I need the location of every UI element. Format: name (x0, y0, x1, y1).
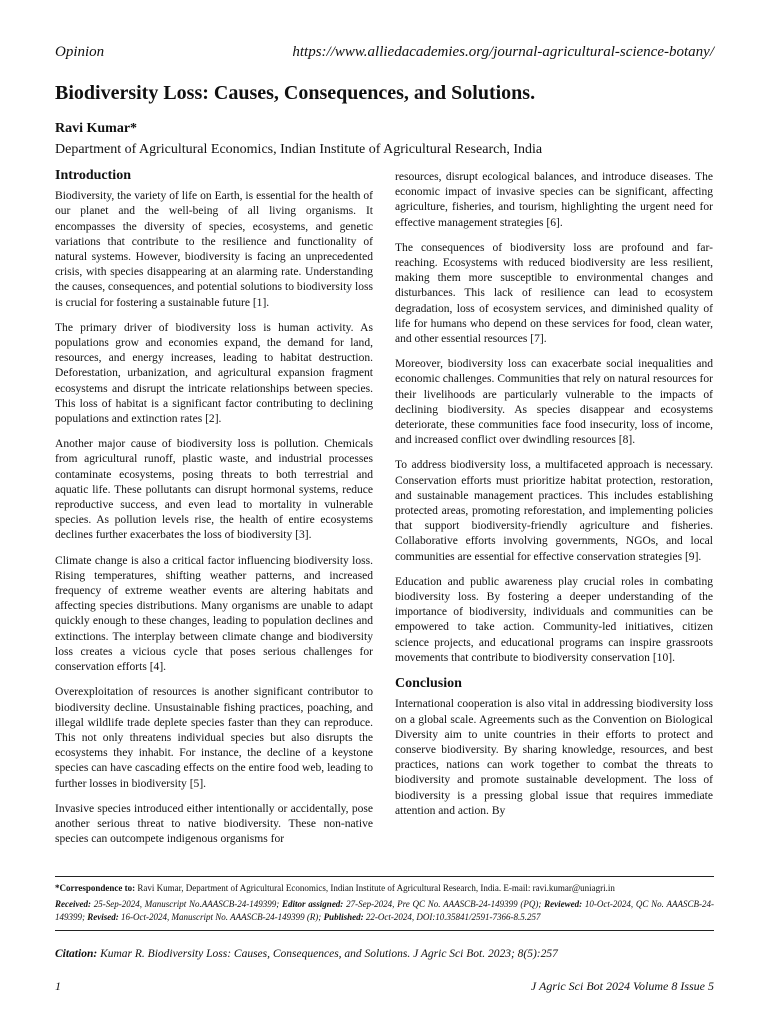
body-paragraph: Another major cause of biodiversity loss is pollution. Chemicals from agricultural runoff, plastic waste, and industrial processes contaminate ecosystems, posing threats to both terrestrial and aquatic life. These pollutants can disrupt hormonal systems, reduce reproductive success, and even lead to mortality in vulnerable species. As pollution levels rise, the health of entire ecosystems declines further exacerbates the loss of biodiversity [3]. (55, 438, 373, 542)
author-name: Ravi Kumar* (55, 121, 138, 136)
body-paragraph: Climate change is also a critical factor influencing biodiversity loss. Rising temperatures, shifting weather patterns, and increased frequency of extreme weather events are altering habitats and affecting species distributions. Many organisms are unable to adapt quickly enough to these changes, leading to population declines and extinctions. The interplay between climate change and biodiversity loss creates a vicious cycle that poses serious challenges for conservation efforts [4]. (55, 554, 373, 674)
editor-text: 27-Sep-2024, Pre QC No. AAASCB-24-149399 (PQ); (346, 899, 542, 909)
citation-divider (55, 930, 714, 931)
manuscript-history (55, 898, 714, 923)
body-paragraph: resources, disrupt ecological balances, and introduce diseases. The economic impact of invasive species can be significant, affecting agriculture, fisheries, and tourism, highlighting the urgent need for effective management strategies [6]. (395, 171, 713, 229)
published-text: 22-Oct-2024, DOI:10.35841/2591-7366-8.5.257 (365, 911, 541, 922)
received-label: Received: (55, 899, 91, 909)
body-paragraph: Biodiversity, the variety of life on Earth, is essential for the health of our planet and the well-being of all living organisms. It encompasses the diversity of species, ecosystems, and genetic variations that contribute to the resilience and functionality of natural systems. However, biodiversity is facing an unprecedented crisis, with species disappearing at an alarming rate. Understanding the causes, consequences, and potential solutions to biodiversity loss is crucial for fostering a sustainable future [1]. (55, 190, 373, 309)
citation-label: Citation: (55, 948, 98, 960)
body-paragraph: To address biodiversity loss, a multifaceted approach is necessary. Conservation efforts must prioritize habitat protection, restoration, and sustainable management practices. This includes establishing protected areas, promoting reforestation, and implementing policies that support biodiversity-friendly agriculture and fisheries. Collaborative efforts involving governments, NGOs, and local communities are essential for effective conservation strategies [9]. (395, 459, 713, 563)
body-paragraph: Moreover, biodiversity loss can exacerbate social inequalities and economic challenges. Communities that rely on natural resources for their livelihoods are particularly vulnerable to the impacts of declining biodiversity. As species disappear and ecosystems deteriorate, these communities face food insecurity, loss of income, and increased conflict over dwindling resources [8]. (395, 358, 713, 447)
conclusion-heading: Conclusion (395, 676, 462, 692)
editor-label: Editor assigned: (282, 899, 344, 909)
journal-url-link[interactable]: https://www.alliedacademies.org/journal-agricultural-science-botany/ (292, 44, 714, 60)
correspondence-label: *Correspondence to: (55, 883, 136, 893)
body-paragraph: The primary driver of biodiversity loss is human activity. As populations grow and economies expand, the demand for land, resources, and energy increases, leading to habitat destruction. Deforestation, urbanization, and agricultural expansion fragment ecosystems and disrupt the intricate relationships between species. This loss of habitat is a significant factor contributing to declining populations and extinction rates [2]. (55, 321, 373, 426)
left-column (55, 168, 373, 857)
right-column (395, 170, 713, 829)
revised-text: 16-Oct-2024, Manuscript No. AAASCB-24-149399 (R); (121, 911, 322, 922)
conclusion-paragraph: International cooperation is also vital in addressing biodiversity loss on a global scale. Agreements such as the Convention on Biological Diversity aim to unite countries in their efforts to protect and conserve biodiversity. By sharing knowledge, resources, and best practices, nations can work together to combat the threats to biodiversity and promote sustainable development. The loss of biodiversity is a pressing global issue that requires immediate attention and action. By (395, 698, 713, 817)
page-number: 1 (55, 979, 61, 993)
body-paragraph: Education and public awareness play crucial roles in combating biodiversity loss. By fostering a deeper understanding of the importance of biodiversity, individuals and communities can be empowered to take action. Community-led initiatives, citizen science projects, and educational programs can inspire grassroots movements that contribute to biodiversity conservation [10]. (395, 575, 713, 664)
body-paragraph: Invasive species introduced either intentionally or accidentally, pose another serious threat to native biodiversity. These non-native species can outcompete indigenous organisms for (55, 802, 373, 846)
correspondence-note (55, 882, 714, 895)
citation-text: Kumar R. Biodiversity Loss: Causes, Consequences, and Solutions. J Agric Sci Bot. 2023; 8(5):257 (100, 948, 558, 960)
revised-label: Revised: (87, 911, 119, 922)
published-label: Published: (323, 911, 364, 922)
introduction-heading: Introduction (55, 168, 131, 183)
footnote-divider (55, 876, 714, 877)
received-text: 25-Sep-2024, Manuscript No.AAASCB-24-149399; (93, 899, 280, 909)
reviewed-label: Reviewed: (544, 899, 583, 909)
journal-issue: J Agric Sci Bot 2024 Volume 8 Issue 5 (530, 979, 714, 993)
author-affiliation: Department of Agricultural Economics, Indian Institute of Agricultural Research, India (55, 142, 543, 157)
body-paragraph: Overexploitation of resources is another significant contributor to biodiversity decline. Unsustainable fishing practices, poaching, and illegal wildlife trade deplete species faster than they can reproduce. This not only threatens individual species but also disrupts the ecosystems they inhabit. For instance, the decline of a keystone species can have cascading effects on the entire food web, leading to further losses in biodiversity [5]. (55, 686, 373, 790)
reviewed-text: 10-Oct-2024, QC No. AAASCB-24-149399; (55, 899, 715, 922)
page-header (55, 44, 714, 64)
article-type-label: Opinion (55, 44, 105, 60)
article-title: Biodiversity Loss: Causes, Consequences, and Solutions. (55, 82, 536, 104)
body-paragraph: The consequences of biodiversity loss are profound and far-reaching. Ecosystems with reduced biodiversity are less resilient, making them more susceptible to environmental changes and disturbances. This lack of resilience can lead to ecosystem degradation, loss of ecosystem services, and diminished quality of life for humans who depend on these services for food, clean water, and other essential resources [7]. (395, 241, 713, 346)
citation (55, 948, 714, 960)
correspondence-text: Ravi Kumar, Department of Agricultural Economics, Indian Institute of Agricultural Research, India. E-mail: ravi.kumar@uniagri.in (137, 883, 615, 893)
